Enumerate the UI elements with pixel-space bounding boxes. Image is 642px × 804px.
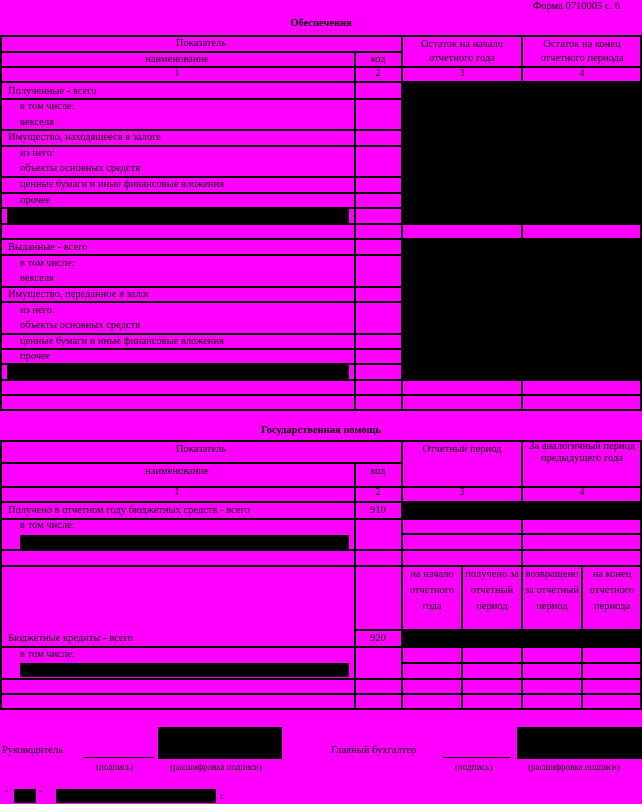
head-label: Руководитель xyxy=(2,745,63,756)
redacted-field xyxy=(7,365,349,379)
date-year-suffix: г. xyxy=(220,791,225,801)
divider xyxy=(0,192,402,194)
row-issued-total: Выданные - всего xyxy=(8,242,88,253)
row-issued-of-which: из него: xyxy=(20,305,55,316)
col-num-1: 1 xyxy=(174,68,180,79)
header-indicator: Показатель xyxy=(175,38,227,49)
redacted-field xyxy=(20,663,349,677)
row-budget-incl: в том числе: xyxy=(20,520,75,531)
shaded-cell xyxy=(402,240,642,379)
col2-num-2: 2 xyxy=(375,487,381,498)
header-name: наименование xyxy=(145,54,209,65)
row-issued-fixed-assets: объекты основных средств xyxy=(20,320,141,331)
col2-num-3: 3 xyxy=(459,487,465,498)
date-quote-close: " xyxy=(39,789,43,799)
divider xyxy=(0,693,642,695)
divider xyxy=(0,379,642,381)
header-end-balance: Остаток на конец отчетного периода xyxy=(540,39,624,64)
shaded-cell xyxy=(402,631,642,646)
col-num-2: 2 xyxy=(375,68,381,79)
row-issued-other: прочее xyxy=(20,351,51,362)
row-received-securities: ценные бумаги и иные финансовые вложения xyxy=(20,179,224,190)
redacted-field xyxy=(517,727,642,759)
redacted-field xyxy=(20,535,349,549)
signature-line xyxy=(443,757,511,758)
header-code: код xyxy=(370,54,386,65)
header2-indicator: Показатель xyxy=(175,444,227,455)
row-issued-securities: ценные бумаги и иные финансовые вложения xyxy=(20,336,224,347)
col2-num-1: 1 xyxy=(174,487,180,498)
divider xyxy=(0,440,2,710)
chief-signature-caption: (подпись) xyxy=(455,762,493,772)
col2-num-4: 4 xyxy=(579,487,585,498)
redacted-field xyxy=(7,209,349,223)
head-decode-caption: (расшифровка подписи) xyxy=(170,762,262,772)
subheader-start: на начало отчетного года xyxy=(409,569,455,612)
divider xyxy=(402,662,642,664)
row-issued-incl: в том числе: xyxy=(20,258,75,269)
header2-name: наименование xyxy=(145,466,209,477)
code-910: 910 xyxy=(370,505,386,516)
divider xyxy=(0,646,642,648)
row-received-bills: векселя xyxy=(20,117,54,128)
row-budget-credits: Бюджетные кредиты - всего xyxy=(8,633,133,644)
row-credits-incl: в том числе: xyxy=(20,649,75,660)
col-num-4: 4 xyxy=(579,68,585,79)
section-title-securities: Обеспечения xyxy=(290,18,352,29)
divider xyxy=(402,533,642,535)
divider xyxy=(0,518,642,520)
header2-code: код xyxy=(370,466,386,477)
redacted-field xyxy=(56,789,216,803)
row-received-other: прочее xyxy=(20,195,51,206)
subheader-received: получено за отчетный период xyxy=(465,569,519,612)
divider xyxy=(0,145,402,147)
code-920: 920 xyxy=(370,633,386,644)
col-num-3: 3 xyxy=(459,68,465,79)
row-received-incl: в том числе: xyxy=(20,101,75,112)
divider xyxy=(0,678,642,680)
row-received-of-which: из него: xyxy=(20,148,55,159)
header2-period: Отчетный период xyxy=(422,444,502,455)
divider xyxy=(0,301,402,303)
header2-prev-period: За аналогичный период предыдущего года xyxy=(529,441,635,464)
head-signature-caption: (подпись) xyxy=(96,762,134,772)
subheader-returned: возвращено за отчетный период xyxy=(525,569,579,612)
divider xyxy=(0,409,642,411)
divider xyxy=(354,51,356,410)
divider xyxy=(0,254,402,256)
divider xyxy=(0,348,402,350)
divider xyxy=(0,549,642,551)
row-received-total: Полученные - всего xyxy=(8,86,97,97)
divider xyxy=(0,708,642,710)
date-quote-open: " xyxy=(5,789,9,799)
chief-accountant-label: Главный бухгалтер xyxy=(331,745,417,756)
divider xyxy=(0,223,642,225)
divider xyxy=(0,462,402,464)
shaded-cell xyxy=(402,503,642,518)
form-label: Форма 0710005 с. 6 xyxy=(533,1,621,12)
signature-line xyxy=(84,757,154,758)
divider xyxy=(0,394,642,396)
row-budget-funds-received: Получено в отчетном году бюджетных средств - всего xyxy=(8,505,250,516)
row-issued-bills: векселя xyxy=(20,273,54,284)
row-received-fixed-assets: объекты основных средств xyxy=(20,163,141,174)
section-title-state-aid: Государственная помощь xyxy=(260,425,382,436)
redacted-field xyxy=(14,789,36,803)
redacted-field xyxy=(158,727,282,759)
divider xyxy=(354,462,356,710)
row-received-pledge: Имущество, находящееся в залоге xyxy=(8,132,161,143)
shaded-cell xyxy=(402,83,642,224)
header-start-balance: Остаток на начало отчетного года xyxy=(420,39,504,64)
chief-decode-caption: (расшифровка подписи) xyxy=(528,762,620,772)
row-issued-pledge: Имущество, переданное в залог xyxy=(8,289,151,300)
subheader-end: на конец отчетного периода xyxy=(589,569,635,612)
